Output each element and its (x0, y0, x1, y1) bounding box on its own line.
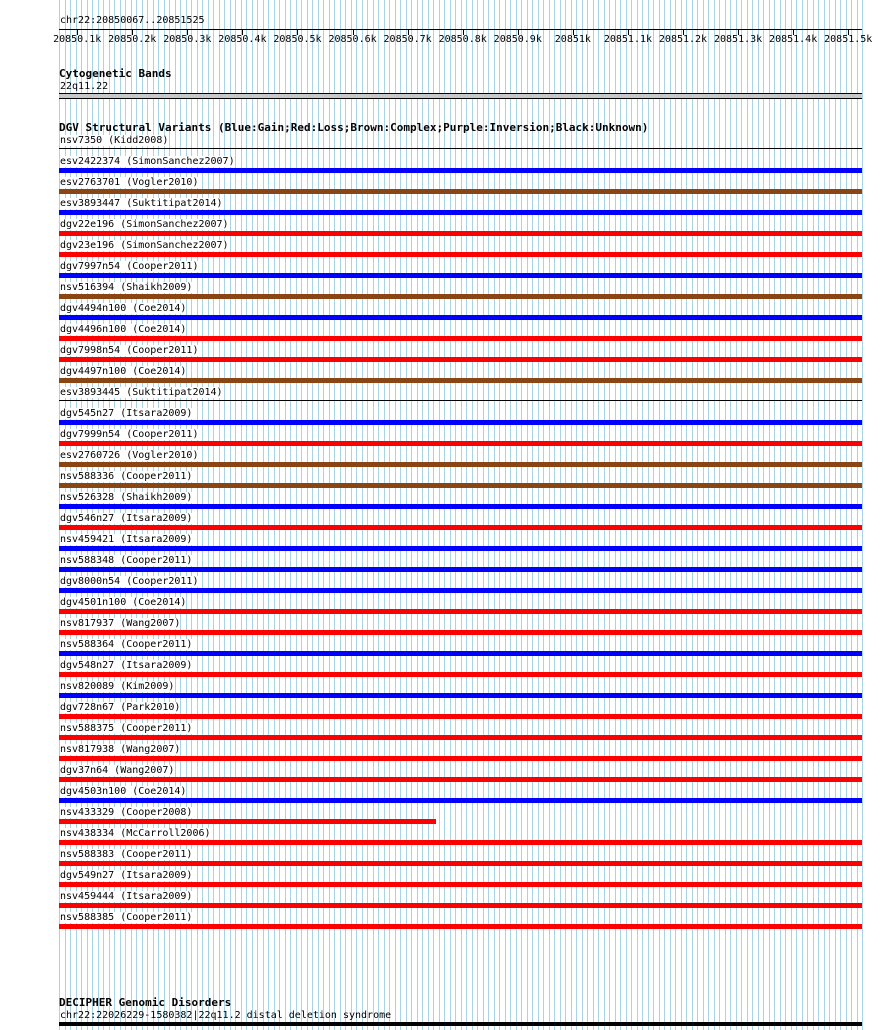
grid-line (351, 0, 352, 1030)
dgv-feature-bar-gain[interactable] (59, 546, 862, 551)
grid-line (329, 0, 330, 1030)
grid-line (257, 0, 258, 1030)
grid-line (202, 0, 203, 1030)
ruler-tick-label: 20850.6k (328, 34, 377, 45)
grid-line (725, 0, 726, 1030)
grid-line (587, 0, 588, 1030)
grid-line (461, 0, 462, 1030)
dgv-feature-label[interactable]: nsv7350 (Kidd2008) (60, 135, 169, 146)
dgv-feature-bar-loss[interactable] (59, 756, 862, 761)
grid-line (840, 0, 841, 1030)
grid-line (384, 0, 385, 1030)
grid-line (752, 0, 753, 1030)
dgv-feature-label[interactable]: dgv4501n100 (Coe2014) (60, 597, 187, 608)
cytoband-bar[interactable] (59, 93, 862, 99)
ruler-tick-label: 20851.4k (769, 34, 818, 45)
dgv-feature-bar-unknown[interactable] (59, 148, 862, 149)
dgv-feature-bar-gain[interactable] (59, 168, 862, 173)
dgv-feature-label[interactable]: dgv4496n100 (Coe2014) (60, 324, 187, 335)
dgv-feature-label[interactable]: esv2760726 (Vogler2010) (60, 450, 199, 461)
grid-line (543, 0, 544, 1030)
dgv-feature-label[interactable]: dgv37n64 (Wang2007) (60, 765, 175, 776)
grid-line (417, 0, 418, 1030)
dgv-feature-label[interactable]: nsv817937 (Wang2007) (60, 618, 181, 629)
grid-line (400, 0, 401, 1030)
grid-line (285, 0, 286, 1030)
dgv-feature-bar-loss[interactable] (59, 840, 862, 845)
dgv-feature-label[interactable]: esv3893447 (Suktitipat2014) (60, 198, 223, 209)
ruler-tick-label: 20850.8k (438, 34, 487, 45)
grid-line (807, 0, 808, 1030)
dgv-feature-bar-unknown[interactable] (59, 400, 862, 401)
grid-line (538, 0, 539, 1030)
grid-line (824, 0, 825, 1030)
dgv-feature-bar-complex[interactable] (59, 294, 862, 299)
grid-line (736, 0, 737, 1030)
ruler-tick-label: 20850.9k (493, 34, 542, 45)
dgv-feature-bar-loss[interactable] (59, 252, 862, 257)
dgv-feature-bar-gain[interactable] (59, 273, 862, 278)
grid-line (604, 0, 605, 1030)
dgv-feature-label[interactable]: nsv588336 (Cooper2011) (60, 471, 193, 482)
dgv-feature-label[interactable]: dgv728n67 (Park2010) (60, 702, 181, 713)
dgv-feature-label[interactable]: dgv546n27 (Itsara2009) (60, 513, 193, 524)
dgv-feature-bar-loss[interactable] (59, 441, 862, 446)
ruler-tick-label: 20850.2k (108, 34, 157, 45)
dgv-feature-bar-loss[interactable] (59, 525, 862, 530)
dgv-feature-bar-gain[interactable] (59, 651, 862, 656)
grid-line (378, 0, 379, 1030)
dgv-feature-bar-loss[interactable] (59, 357, 862, 362)
dgv-feature-label[interactable]: nsv588383 (Cooper2011) (60, 849, 193, 860)
dgv-feature-label[interactable]: nsv438334 (McCarroll2006) (60, 828, 211, 839)
grid-line (450, 0, 451, 1030)
grid-line (197, 0, 198, 1030)
dgv-feature-bar-loss[interactable] (59, 777, 862, 782)
grid-line (549, 0, 550, 1030)
dgv-feature-label[interactable]: dgv4503n100 (Coe2014) (60, 786, 187, 797)
grid-line (791, 0, 792, 1030)
grid-line (411, 0, 412, 1030)
dgv-feature-bar-loss[interactable] (59, 735, 862, 740)
grid-line (659, 0, 660, 1030)
grid-line (252, 0, 253, 1030)
grid-line (230, 0, 231, 1030)
grid-line (565, 0, 566, 1030)
grid-line (433, 0, 434, 1030)
grid-line (785, 0, 786, 1030)
grid-line (703, 0, 704, 1030)
cytoband-track-title[interactable]: Cytogenetic Bands (59, 67, 172, 80)
dgv-feature-bar-gain[interactable] (59, 504, 862, 509)
grid-line (246, 0, 247, 1030)
dgv-feature-label[interactable]: dgv7999n54 (Cooper2011) (60, 429, 199, 440)
grid-line (307, 0, 308, 1030)
grid-line (620, 0, 621, 1030)
grid-line (857, 0, 858, 1030)
dgv-feature-label[interactable]: nsv526328 (Shaikh2009) (60, 492, 193, 503)
grid-line (224, 0, 225, 1030)
ruler-tick-label: 20851k (554, 34, 591, 45)
grid-line (323, 0, 324, 1030)
ruler-tick-label: 20851.5k (824, 34, 873, 45)
grid-line (312, 0, 313, 1030)
dgv-feature-label[interactable]: dgv8000n54 (Cooper2011) (60, 576, 199, 587)
dgv-feature-label[interactable]: nsv820089 (Kim2009) (60, 681, 175, 692)
dgv-feature-label[interactable]: dgv4494n100 (Coe2014) (60, 303, 187, 314)
grid-line (406, 0, 407, 1030)
grid-line (829, 0, 830, 1030)
grid-line (774, 0, 775, 1030)
dgv-feature-bar-complex[interactable] (59, 189, 862, 194)
grid-line (296, 0, 297, 1030)
grid-line (499, 0, 500, 1030)
dgv-feature-label[interactable]: nsv516394 (Shaikh2009) (60, 282, 193, 293)
grid-line (796, 0, 797, 1030)
grid-line (681, 0, 682, 1030)
grid-line (279, 0, 280, 1030)
grid-line (340, 0, 341, 1030)
grid-line (692, 0, 693, 1030)
dgv-feature-label[interactable]: nsv433329 (Cooper2008) (60, 807, 193, 818)
grid-line (367, 0, 368, 1030)
dgv-feature-bar-complex[interactable] (59, 378, 862, 383)
cytoband-band-label[interactable]: 22q11.22 (60, 81, 109, 92)
grid-line (345, 0, 346, 1030)
grid-line (483, 0, 484, 1030)
grid-line (241, 0, 242, 1030)
grid-line (373, 0, 374, 1030)
dgv-feature-label[interactable]: esv3893445 (Suktitipat2014) (60, 387, 223, 398)
dgv-feature-label[interactable]: dgv548n27 (Itsara2009) (60, 660, 193, 671)
dgv-feature-label[interactable]: dgv7998n54 (Cooper2011) (60, 345, 199, 356)
grid-line (554, 0, 555, 1030)
grid-line (560, 0, 561, 1030)
dgv-feature-label[interactable]: esv2422374 (SimonSanchez2007) (60, 156, 235, 167)
grid-line (318, 0, 319, 1030)
dgv-feature-bar-gain[interactable] (59, 588, 862, 593)
grid-line (714, 0, 715, 1030)
dgv-feature-label[interactable]: nsv588348 (Cooper2011) (60, 555, 193, 566)
grid-line (598, 0, 599, 1030)
ruler-tick-label: 20851.2k (658, 34, 708, 45)
grid-line (488, 0, 489, 1030)
grid-line (290, 0, 291, 1030)
grid-line (466, 0, 467, 1030)
dgv-track-title[interactable]: DGV Structural Variants (Blue:Gain;Red:Loss;Brown:Complex;Purple:Inversion;Black:Unknown) (59, 121, 649, 134)
grid-line (422, 0, 423, 1030)
decipher-feature-bar[interactable] (59, 1022, 862, 1026)
grid-line (428, 0, 429, 1030)
dgv-feature-bar-complex[interactable] (59, 462, 862, 467)
grid-line (769, 0, 770, 1030)
grid-line (268, 0, 269, 1030)
grid-line (219, 0, 220, 1030)
dgv-feature-label[interactable]: dgv545n27 (Itsara2009) (60, 408, 193, 419)
dgv-feature-bar-loss[interactable] (59, 714, 862, 719)
grid-line (615, 0, 616, 1030)
grid-line (395, 0, 396, 1030)
grid-line (521, 0, 522, 1030)
decipher-track-title[interactable]: DECIPHER Genomic Disorders (59, 996, 232, 1009)
grid-line (648, 0, 649, 1030)
dgv-feature-bar-loss[interactable] (59, 819, 436, 824)
grid-line (356, 0, 357, 1030)
grid-line (719, 0, 720, 1030)
grid-line (730, 0, 731, 1030)
dgv-feature-label[interactable]: dgv549n27 (Itsara2009) (60, 870, 193, 881)
dgv-feature-bar-gain[interactable] (59, 210, 862, 215)
grid-line (516, 0, 517, 1030)
grid-line (593, 0, 594, 1030)
dgv-feature-label[interactable]: nsv817938 (Wang2007) (60, 744, 181, 755)
ruler-line (59, 29, 862, 30)
dgv-feature-label[interactable]: nsv588375 (Cooper2011) (60, 723, 193, 734)
grid-line (818, 0, 819, 1030)
grid-line (609, 0, 610, 1030)
dgv-feature-bar-loss[interactable] (59, 861, 862, 866)
grid-line (334, 0, 335, 1030)
grid-line (477, 0, 478, 1030)
ruler-tick-label: 20850.7k (383, 34, 432, 45)
grid-line (389, 0, 390, 1030)
grid-line (747, 0, 748, 1030)
grid-line (851, 0, 852, 1030)
grid-line (444, 0, 445, 1030)
grid-line (653, 0, 654, 1030)
grid-line (472, 0, 473, 1030)
grid-line (576, 0, 577, 1030)
ruler-tick-label: 20851.3k (713, 34, 763, 45)
grid-line (780, 0, 781, 1030)
grid-line (527, 0, 528, 1030)
grid-line (274, 0, 275, 1030)
grid-line (213, 0, 214, 1030)
ruler-tick-label: 20851.1k (603, 34, 653, 45)
grid-line (532, 0, 533, 1030)
grid-line (582, 0, 583, 1030)
grid-line (664, 0, 665, 1030)
dgv-feature-label[interactable]: esv2763701 (Vogler2010) (60, 177, 199, 188)
dgv-feature-bar-loss[interactable] (59, 336, 862, 341)
grid-line (263, 0, 264, 1030)
dgv-feature-bar-complex[interactable] (59, 483, 862, 488)
dgv-feature-bar-loss[interactable] (59, 609, 862, 614)
grid-line (301, 0, 302, 1030)
grid-line (763, 0, 764, 1030)
dgv-feature-label[interactable]: nsv588364 (Cooper2011) (60, 639, 193, 650)
dgv-feature-bar-gain[interactable] (59, 798, 862, 803)
grid-line (686, 0, 687, 1030)
dgv-feature-bar-loss[interactable] (59, 903, 862, 908)
grid-line (670, 0, 671, 1030)
grid-line (510, 0, 511, 1030)
decipher-feature-label[interactable]: chr22:22026229-1580382|22q11.2 distal deletion syndrome (60, 1010, 392, 1021)
grid-line (208, 0, 209, 1030)
dgv-feature-label[interactable]: dgv23e196 (SimonSanchez2007) (60, 240, 229, 251)
grid-line (675, 0, 676, 1030)
dgv-feature-bar-loss[interactable] (59, 672, 862, 677)
grid-line (835, 0, 836, 1030)
ruler-tick-label: 20850.1k (53, 34, 102, 45)
dgv-feature-label[interactable]: nsv459421 (Itsara2009) (60, 534, 193, 545)
grid-line (571, 0, 572, 1030)
grid-line (741, 0, 742, 1030)
grid-line (494, 0, 495, 1030)
dgv-feature-bar-loss[interactable] (59, 630, 862, 635)
dgv-feature-bar-gain[interactable] (59, 420, 862, 425)
grid-line (813, 0, 814, 1030)
dgv-feature-bar-loss[interactable] (59, 231, 862, 236)
grid-line (235, 0, 236, 1030)
ruler-tick-label: 20850.3k (163, 34, 212, 45)
grid-line (697, 0, 698, 1030)
grid-line (362, 0, 363, 1030)
locus-label: chr22:20850067..20851525 (60, 15, 205, 26)
dgv-feature-label[interactable]: dgv22e196 (SimonSanchez2007) (60, 219, 229, 230)
dgv-feature-label[interactable]: nsv459444 (Itsara2009) (60, 891, 193, 902)
grid-line (505, 0, 506, 1030)
ruler-tick-label: 20850.4k (218, 34, 267, 45)
dgv-feature-bar-loss[interactable] (59, 882, 862, 887)
dgv-feature-label[interactable]: nsv588385 (Cooper2011) (60, 912, 193, 923)
grid-line (862, 0, 863, 1030)
dgv-feature-bar-gain[interactable] (59, 567, 862, 572)
grid-line (626, 0, 627, 1030)
grid-line (631, 0, 632, 1030)
grid-line (439, 0, 440, 1030)
grid-line (642, 0, 643, 1030)
grid-line (802, 0, 803, 1030)
grid-line (708, 0, 709, 1030)
grid-line (846, 0, 847, 1030)
dgv-feature-bar-loss[interactable] (59, 924, 862, 929)
dgv-feature-bar-gain[interactable] (59, 315, 862, 320)
dgv-feature-bar-gain[interactable] (59, 693, 862, 698)
ruler-tick-label: 20850.5k (273, 34, 322, 45)
dgv-feature-label[interactable]: dgv4497n100 (Coe2014) (60, 366, 187, 377)
grid-line (758, 0, 759, 1030)
grid-line (455, 0, 456, 1030)
grid-line (637, 0, 638, 1030)
dgv-feature-label[interactable]: dgv7997n54 (Cooper2011) (60, 261, 199, 272)
